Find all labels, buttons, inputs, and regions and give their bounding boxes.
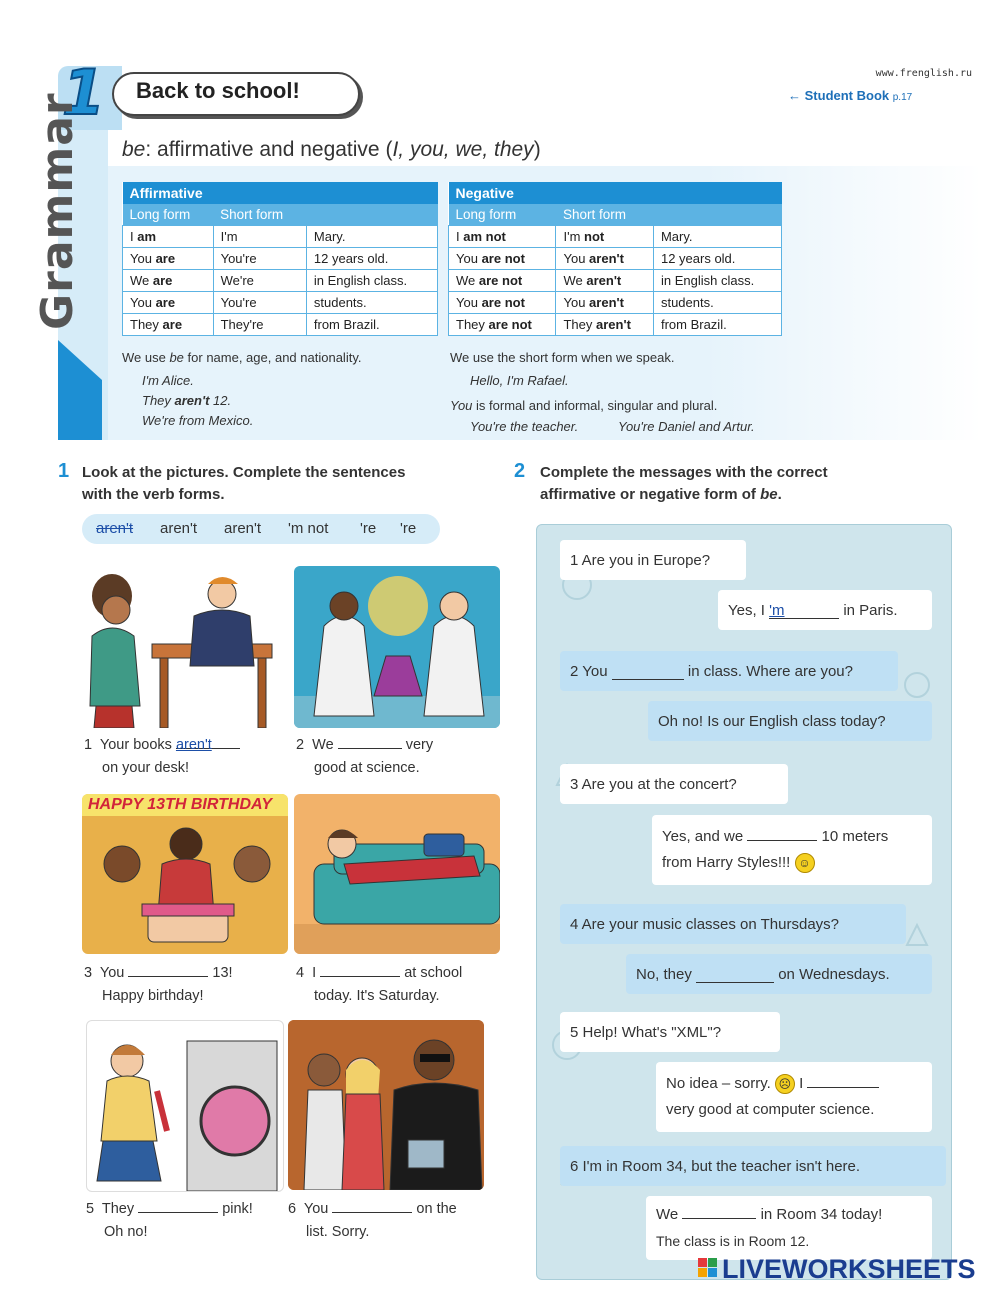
ex1-item-4: 4 I at school today. It's Saturday. <box>296 962 462 1008</box>
picture-3 <box>82 794 288 954</box>
ex1-item-6: 6 You on the list. Sorry. <box>288 1198 457 1244</box>
chat-message: 3 Are you at the concert? <box>560 764 788 804</box>
heading-be: be <box>122 138 146 161</box>
picture-1 <box>82 566 288 728</box>
picture-2 <box>294 566 500 728</box>
neg-col-long: Long form <box>449 204 556 226</box>
table-row: We are We're in English class. <box>123 270 438 292</box>
word-bank-item[interactable]: 're <box>400 520 417 537</box>
word-bank-item[interactable]: aren't <box>96 520 134 537</box>
smiley-icon: ☺ <box>795 853 815 873</box>
student-book-page: p.17 <box>892 92 913 103</box>
table-row: You are You're 12 years old. <box>123 248 438 270</box>
word-bank-item[interactable]: aren't <box>224 520 262 537</box>
answer-field[interactable] <box>682 1202 756 1219</box>
student-book-label: Student Book <box>804 88 890 103</box>
table-row: You are not You aren't 12 years old. <box>449 248 782 270</box>
chat-message: Yes, I 'm in Paris. <box>718 590 932 630</box>
exercise1-number: 1 <box>58 460 70 482</box>
chat-message: 5 Help! What's "XML"? <box>560 1012 780 1052</box>
unit-number: 1 <box>62 56 106 129</box>
picture-5 <box>86 1020 284 1192</box>
chat-message: 2 You in class. Where are you? <box>560 651 898 691</box>
ex1-item-1: 1 Your books aren't on your desk! <box>84 734 240 780</box>
answer-field[interactable] <box>338 734 402 749</box>
table-row: They are They're from Brazil. <box>123 314 438 336</box>
sad-face-icon: ☹ <box>775 1074 795 1094</box>
answer-field[interactable] <box>128 962 208 977</box>
negative-title: Negative <box>449 182 782 204</box>
chat-message: No idea – sorry. ☹ I very good at computer science. <box>656 1062 932 1132</box>
answer-field[interactable] <box>138 1198 218 1213</box>
note-right-ex3: You're Daniel and Artur. <box>618 419 755 434</box>
grammar-side-label: Grammar <box>32 92 83 330</box>
note-right-line2: You is formal and informal, singular and plural. <box>450 398 718 413</box>
exercise2-instruction: Complete the messages with the correct affirmative or negative form of be. <box>540 464 828 503</box>
site-url: www.frenglish.ru <box>875 68 972 79</box>
liveworksheets-logo[interactable]: LIVEWORKSHEETS <box>722 1254 976 1284</box>
heading-rest: : affirmative and negative ( <box>145 138 393 161</box>
affirmative-title: Affirmative <box>123 182 438 204</box>
answer-field[interactable] <box>747 824 817 841</box>
word-bank-item[interactable]: 'm not <box>288 520 329 537</box>
chat-message: Oh no! Is our English class today? <box>648 701 932 741</box>
answer-field[interactable] <box>612 663 684 680</box>
note-right-ex2: You're the teacher. <box>470 419 579 434</box>
chat-message: Yes, and we 10 meters from Harry Styles!!! ☺ <box>652 815 932 885</box>
table-row: You are You're students. <box>123 292 438 314</box>
grammar-heading <box>122 138 541 162</box>
note-left-ex1: I'm Alice. <box>142 373 194 388</box>
table-row: I am not I'm not Mary. <box>449 226 782 248</box>
note-right-ex1: Hello, I'm Rafael. <box>470 373 569 388</box>
ex1-item-2: 2 We very good at science. <box>296 734 433 780</box>
note-right-line1: We use the short form when we speak. <box>450 350 675 365</box>
answer-field[interactable]: 'm <box>769 602 839 619</box>
exercise2-number: 2 <box>514 460 526 482</box>
chat-message: 6 I'm in Room 34, but the teacher isn't here. <box>560 1146 946 1186</box>
aff-col-short: Short form <box>213 204 306 226</box>
heading-pronouns: I, you, we, they <box>392 138 534 161</box>
chat-message: We in Room 34 today! The class is in Room 12. <box>646 1196 932 1260</box>
answer-field[interactable] <box>696 966 774 983</box>
table-row: They are not They aren't from Brazil. <box>449 314 782 336</box>
chat-message: 1 Are you in Europe? <box>560 540 746 580</box>
exercise1-instruction: Look at the pictures. Complete the sentences with the verb forms. <box>82 464 406 503</box>
chat-message: No, they on Wednesdays. <box>626 954 932 994</box>
affirmative-table <box>122 182 438 336</box>
picture-4 <box>294 794 500 954</box>
note-left-ex3: We're from Mexico. <box>142 413 254 427</box>
negative-table <box>448 182 782 336</box>
answer-field[interactable] <box>807 1071 879 1088</box>
word-bank-item[interactable]: 're <box>360 520 377 537</box>
aff-col-long: Long form <box>123 204 214 226</box>
neg-col-rest <box>653 204 781 226</box>
note-left-line1: We use be for name, age, and nationality. <box>122 350 362 365</box>
ex1-item-3: 3 You 13! Happy birthday! <box>84 962 233 1008</box>
liveworksheets-mark-icon <box>698 1258 718 1284</box>
arrow-left-icon: ← <box>788 88 801 103</box>
answer-field[interactable]: aren't <box>176 734 240 749</box>
picture-6 <box>288 1020 484 1190</box>
table-row: You are not You aren't students. <box>449 292 782 314</box>
unit-title: Back to school! <box>136 78 300 103</box>
note-left-ex2: They aren't 12. <box>142 393 232 408</box>
aff-col-rest <box>306 204 437 226</box>
answer-field[interactable] <box>332 1198 412 1213</box>
neg-col-short: Short form <box>556 204 653 226</box>
ex1-item-5: 5 They pink! Oh no! <box>86 1198 253 1244</box>
answer-field[interactable] <box>320 962 400 977</box>
chat-message: 4 Are your music classes on Thursdays? <box>560 904 906 944</box>
student-book-ref[interactable] <box>788 88 912 103</box>
heading-close: ) <box>533 138 541 161</box>
table-row: I am I'm Mary. <box>123 226 438 248</box>
word-bank-item[interactable]: aren't <box>160 520 198 537</box>
birthday-banner: HAPPY 13TH BIRTHDAY <box>88 796 273 813</box>
table-row: We are not We aren't in English class. <box>449 270 782 292</box>
